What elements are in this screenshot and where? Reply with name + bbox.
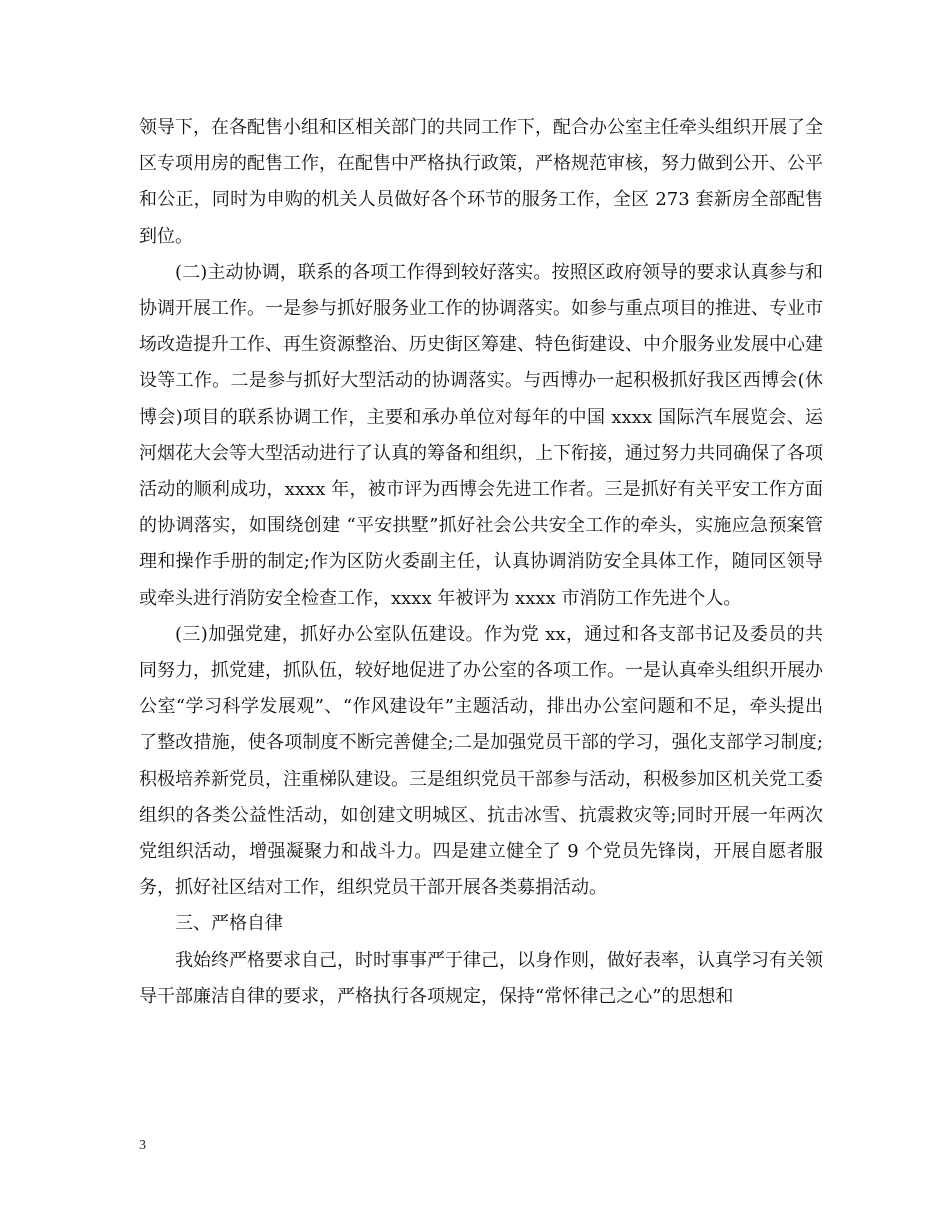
paragraph-continuation: 领导下，在各配售小组和区相关部门的共同工作下，配合办公室主任牵头组织开展了全区专项用房的配售工作，在配售中严格执行政策，严格规范审核，努力做到公开、公平和公正，同时为申购的机关人员做好各个环节的服务工作，全区 273 套新房全部配售到位。 [139, 117, 823, 247]
paragraph-coordination: (二)主动协调，联系的各项工作得到较好落实。按照区政府领导的要求认真参与和协调开展工作。一是参与抓好服务业工作的协调落实。如参与重点项目的推进、专业市场改造提升工作、再生资源整治、历史街区筹建、特色街建设、中介服务业发展中心建设等工作。二是参与抓好大型活动的协调落实。与西博办一起积极抓好我区西博会(休博会)项目的联系协调工作，主要和承办单位对每年的中国 xxxx 国际汽车展览会、运河烟花大会等大型活动进行了认真的筹备和组织，上下衔接，通过努力共同确保了各项活动的顺利成功，xxxx 年，被市评为西博会先进工作者。三是抓好有关平安工作方面的协调落实，如围绕创建 “平安拱墅”抓好社会公共安全工作的牵头，实施应急预案管理和操作手册的制定;作为区防火委副主任，认真协调消防安全具体工作，随同区领导或牵头进行消防安全检查工作，xxxx 年被评为 xxxx 市消防工作先进个人。 [139, 261, 823, 609]
page-number: 3 [139, 1138, 146, 1153]
paragraph-self-discipline: 我始终严格要求自己，时时事事严于律己，以身作则，做好表率，认真学习有关领导干部廉洁自律的要求，严格执行各项规定，保持“常怀律己之心”的思想和 [139, 949, 823, 1007]
paragraph-party-building: (三)加强党建，抓好办公室队伍建设。作为党 xx，通过和各支部书记及委员的共同努力，抓党建，抓队伍，较好地促进了办公室的各项工作。一是认真牵头组织开展办公室“学习科学发展观”、“作风建设年”主题活动，排出办公室问题和不足，牵头提出了整改措施，使各项制度不断完善健全;二是加强党员干部的学习，强化支部学习制度;积极培养新党员，注重梯队建设。三是组织党员干部参与活动，积极参加区机关党工委组织的各类公益性活动，如创建文明城区、抗击冰雪、抗震救灾等;同时开展一年两次党组织活动，增强凝聚力和战斗力。四是建立健全了 9 个党员先锋岗，开展自愿者服务，抓好社区结对工作，组织党员干部开展各类募捐活动。 [139, 623, 823, 899]
document-body [139, 110, 823, 1015]
section-heading-self-discipline: 三、严格自律 [175, 913, 283, 935]
